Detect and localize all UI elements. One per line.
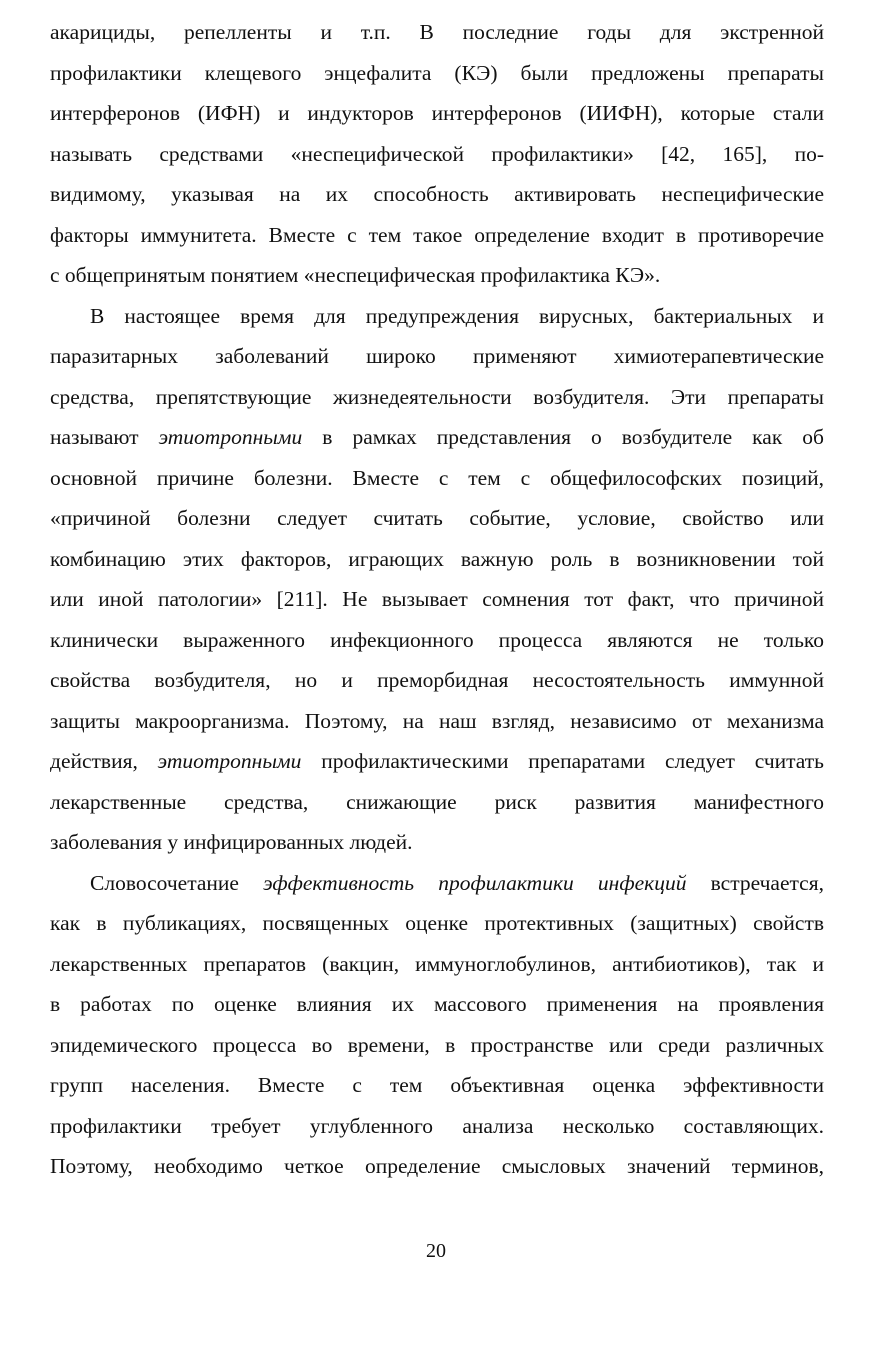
text-segment: В настоящее время для предупреждения вирусных, бактериальных и xyxy=(90,303,824,328)
text-line xyxy=(90,870,824,896)
text-line xyxy=(50,708,824,734)
text-line xyxy=(90,303,824,329)
text-segment: профилактики требует углубленного анализа несколько составляющих. xyxy=(50,1113,824,1138)
text-segment: Поэтому, необходимо четкое определение смысловых значений терминов, xyxy=(50,1154,824,1178)
text-line xyxy=(50,789,824,815)
text-line xyxy=(50,181,824,207)
text-line xyxy=(50,546,824,572)
text-segment: профилактическими препаратами следует считать xyxy=(301,749,824,773)
text-line xyxy=(50,829,824,855)
page-number: 20 xyxy=(426,1240,446,1262)
text-line xyxy=(50,586,824,612)
text-segment: эпидемического процесса во времени, в пространстве или среди различных xyxy=(50,1032,824,1057)
text-segment: Словосочетание xyxy=(90,870,264,895)
text-segment: групп населения. Вместе с тем объективная оценка эффективности xyxy=(50,1073,824,1097)
text-segment: как в публикациях, посвященных оценке протективных (защитных) свойств xyxy=(50,911,824,935)
text-line xyxy=(50,262,824,288)
text-line xyxy=(50,465,824,491)
text-segment: свойства возбудителя, но и преморбидная несостоятельность иммунной xyxy=(50,668,824,692)
text-line xyxy=(50,424,824,450)
text-line xyxy=(50,991,824,1017)
text-segment: интерферонов (ИФН) и индукторов интерферонов (ИИФН), которые стали xyxy=(50,101,824,125)
text-segment: клинически выраженного инфекционного процесса являются не только xyxy=(50,627,824,652)
text-segment: защиты макроорганизма. Поэтому, на наш взгляд, независимо от механизма xyxy=(50,708,824,733)
text-segment: паразитарных заболеваний широко применяют химиотерапевтические xyxy=(50,344,824,368)
text-line xyxy=(50,19,824,45)
text-segment: профилактики клещевого энцефалита (КЭ) были предложены препараты xyxy=(50,60,824,85)
text-segment: лекарственных препаратов (вакцин, иммуноглобулинов, антибиотиков), так и xyxy=(50,951,824,976)
text-line xyxy=(50,748,824,774)
text-segment: средства, препятствующие жизнедеятельности возбудителя. Эти препараты xyxy=(50,384,824,409)
text-line xyxy=(50,1153,824,1179)
text-segment: видимому, указывая на их способность активировать неспецифические xyxy=(50,182,824,206)
text-segment: «причиной болезни следует считать событие, условие, свойство или xyxy=(50,506,824,530)
italic-term: эффективность профилактики инфекций xyxy=(263,870,687,895)
text-segment: с общепринятым понятием «неспецифическая профилактика КЭ». xyxy=(50,263,661,287)
text-segment: или иной патологии» [211]. Не вызывает сомнения тот факт, что причиной xyxy=(50,587,824,611)
text-segment: встречается, xyxy=(686,870,824,895)
text-line xyxy=(50,343,824,369)
text-line xyxy=(50,384,824,410)
text-segment: называть средствами «неспецифической профилактики» [42, 165], по- xyxy=(50,141,824,166)
italic-term: этиотропными xyxy=(158,425,303,449)
text-line xyxy=(50,1072,824,1098)
text-line xyxy=(50,627,824,653)
text-segment: в работах по оценке влияния их массового применения на проявления xyxy=(50,992,824,1016)
text-segment: основной причине болезни. Вместе с тем с общефилософских позиций, xyxy=(50,465,824,490)
text-segment: акарициды, репелленты и т.п. В последние годы для экстренной xyxy=(50,20,824,44)
text-line xyxy=(50,910,824,936)
text-line xyxy=(50,1032,824,1058)
italic-term: этиотропными xyxy=(157,749,302,773)
text-segment: факторы иммунитета. Вместе с тем такое определение входит в противоречие xyxy=(50,222,824,247)
text-line xyxy=(50,1113,824,1139)
text-line xyxy=(50,951,824,977)
text-segment: называют xyxy=(50,425,159,449)
text-line xyxy=(50,667,824,693)
text-segment: действия, xyxy=(50,749,158,773)
text-line xyxy=(50,505,824,531)
text-segment: заболевания у инфицированных людей. xyxy=(50,830,413,854)
text-segment: лекарственные средства, снижающие риск развития манифестного xyxy=(50,789,824,814)
text-segment: комбинацию этих факторов, играющих важную роль в возникновении той xyxy=(50,546,824,571)
text-segment: в рамках представления о возбудителе как об xyxy=(302,425,824,449)
text-line xyxy=(50,222,824,248)
text-line xyxy=(50,60,824,86)
text-line xyxy=(50,100,824,126)
text-line xyxy=(50,141,824,167)
